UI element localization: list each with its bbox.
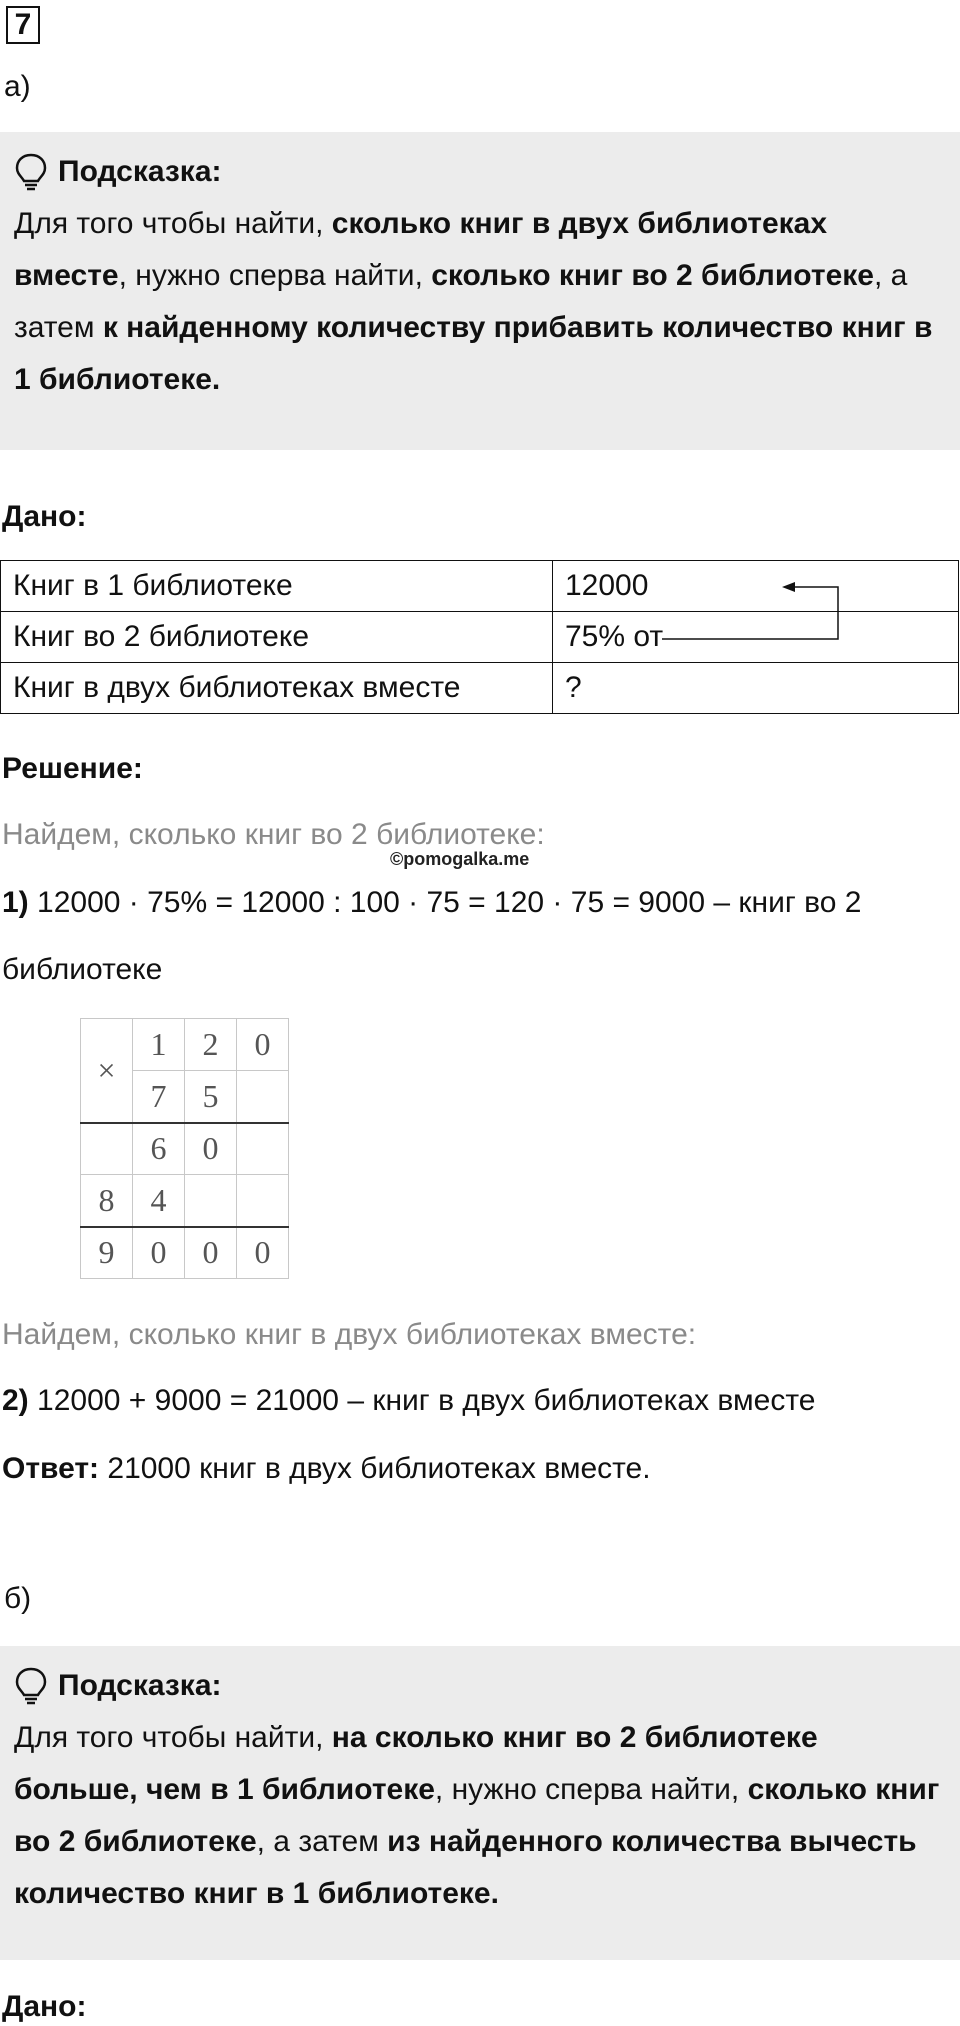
- grid-digit: 2: [185, 1019, 237, 1071]
- step2-line: [2, 1384, 815, 1418]
- grid-digit: [237, 1071, 289, 1123]
- grid-digit: 0: [133, 1227, 185, 1279]
- given-value-cell: 75% от: [553, 612, 959, 663]
- grid-digit: [237, 1175, 289, 1227]
- hint-bold-segment: из найденного количества вычесть количество книг в 1 библиотеке.: [14, 1825, 917, 1910]
- given-label-cell: Книг в двух библиотеках вместе: [1, 663, 553, 714]
- given-label-cell: Книг в 1 библиотеке: [1, 561, 553, 612]
- hint-bold-segment: к найденному количеству прибавить количество книг в 1 библиотеке.: [14, 311, 933, 396]
- given-title-b: Дано:: [2, 1990, 87, 2023]
- grid-digit: 9: [81, 1227, 133, 1279]
- solution-title: Решение:: [2, 752, 143, 785]
- step1-number: 1): [2, 886, 29, 919]
- grid-digit: 6: [133, 1123, 185, 1175]
- grid-digit: 0: [237, 1019, 289, 1071]
- grid-digit: [185, 1175, 237, 1227]
- task-number: 7: [6, 6, 40, 44]
- answer-line: [2, 1452, 651, 1486]
- hint-bold-segment: сколько книг во 2 библиотеке: [14, 1773, 940, 1858]
- given-label-cell: Книг во 2 библиотеке: [1, 612, 553, 663]
- grid-row: [81, 1123, 289, 1175]
- grid-digit: [237, 1123, 289, 1175]
- hint-segment: , а затем: [256, 1825, 388, 1858]
- step2-number: 2): [2, 1384, 29, 1417]
- grid-digit: 4: [133, 1175, 185, 1227]
- lightbulb-icon: [14, 1666, 48, 1706]
- grid-digit: 1: [133, 1019, 185, 1071]
- grid-digit: 5: [185, 1071, 237, 1123]
- hint-bold-segment: сколько книг во 2 библиотеке: [431, 259, 874, 292]
- grid-row: [81, 1019, 289, 1071]
- answer-text: 21000 книг в двух библиотеках вместе.: [99, 1452, 651, 1485]
- answer-label: Ответ:: [2, 1452, 100, 1485]
- hint-segment: Для того чтобы найти,: [14, 1721, 332, 1754]
- hint-segment: , нужно сперва найти,: [434, 1773, 748, 1806]
- given-title: Дано:: [2, 500, 87, 533]
- step1-caption: Найдем, сколько книг во 2 библиотеке:: [2, 818, 545, 851]
- hint-title: Подсказка:: [58, 155, 222, 188]
- step2-caption: Найдем, сколько книг в двух библиотеках вместе:: [2, 1318, 697, 1351]
- part-a-label: а): [4, 70, 31, 103]
- multiply-sign: ×: [81, 1019, 133, 1123]
- hint-header: [14, 1660, 946, 1712]
- watermark: ©pomogalka.me: [390, 849, 530, 869]
- grid-digit: 0: [237, 1227, 289, 1279]
- hint-segment: , нужно сперва найти,: [118, 259, 432, 292]
- grid-digit: [81, 1123, 133, 1175]
- step1-continuation: библиотеке: [2, 953, 163, 986]
- given-value-cell: ?: [553, 663, 959, 714]
- hint-box-b: [0, 1646, 960, 1960]
- grid-row: [81, 1227, 289, 1279]
- grid-row: [81, 1175, 289, 1227]
- hint-bold-segment: на сколько книг во 2 библиотеке больше, чем в 1 библиотеке: [14, 1721, 818, 1806]
- step1-expression: 12000 · 75% = 12000 : 100 · 75 = 120 · 75 = 9000 – книг во 2: [28, 886, 862, 919]
- hint-segment: Для того чтобы найти,: [14, 207, 332, 240]
- hint-bold-segment: сколько книг в двух библиотеках вместе: [14, 207, 828, 292]
- hint-segment: , а затем: [14, 259, 908, 344]
- grid-digit: 8: [81, 1175, 133, 1227]
- grid-digit: 0: [185, 1227, 237, 1279]
- given-value-cell: 12000: [553, 561, 959, 612]
- reference-arrow: [0, 0, 960, 700]
- multiplication-grid: [80, 1018, 289, 1279]
- grid-digit: 7: [133, 1071, 185, 1123]
- hint-title: Подсказка:: [58, 1669, 222, 1702]
- step2-expression: 12000 + 9000 = 21000 – книг в двух библиотеках вместе: [28, 1384, 816, 1417]
- hint-text: [14, 1712, 946, 1920]
- grid-digit: 0: [185, 1123, 237, 1175]
- part-b-label: б): [4, 1582, 32, 1615]
- step1-line: [2, 886, 861, 920]
